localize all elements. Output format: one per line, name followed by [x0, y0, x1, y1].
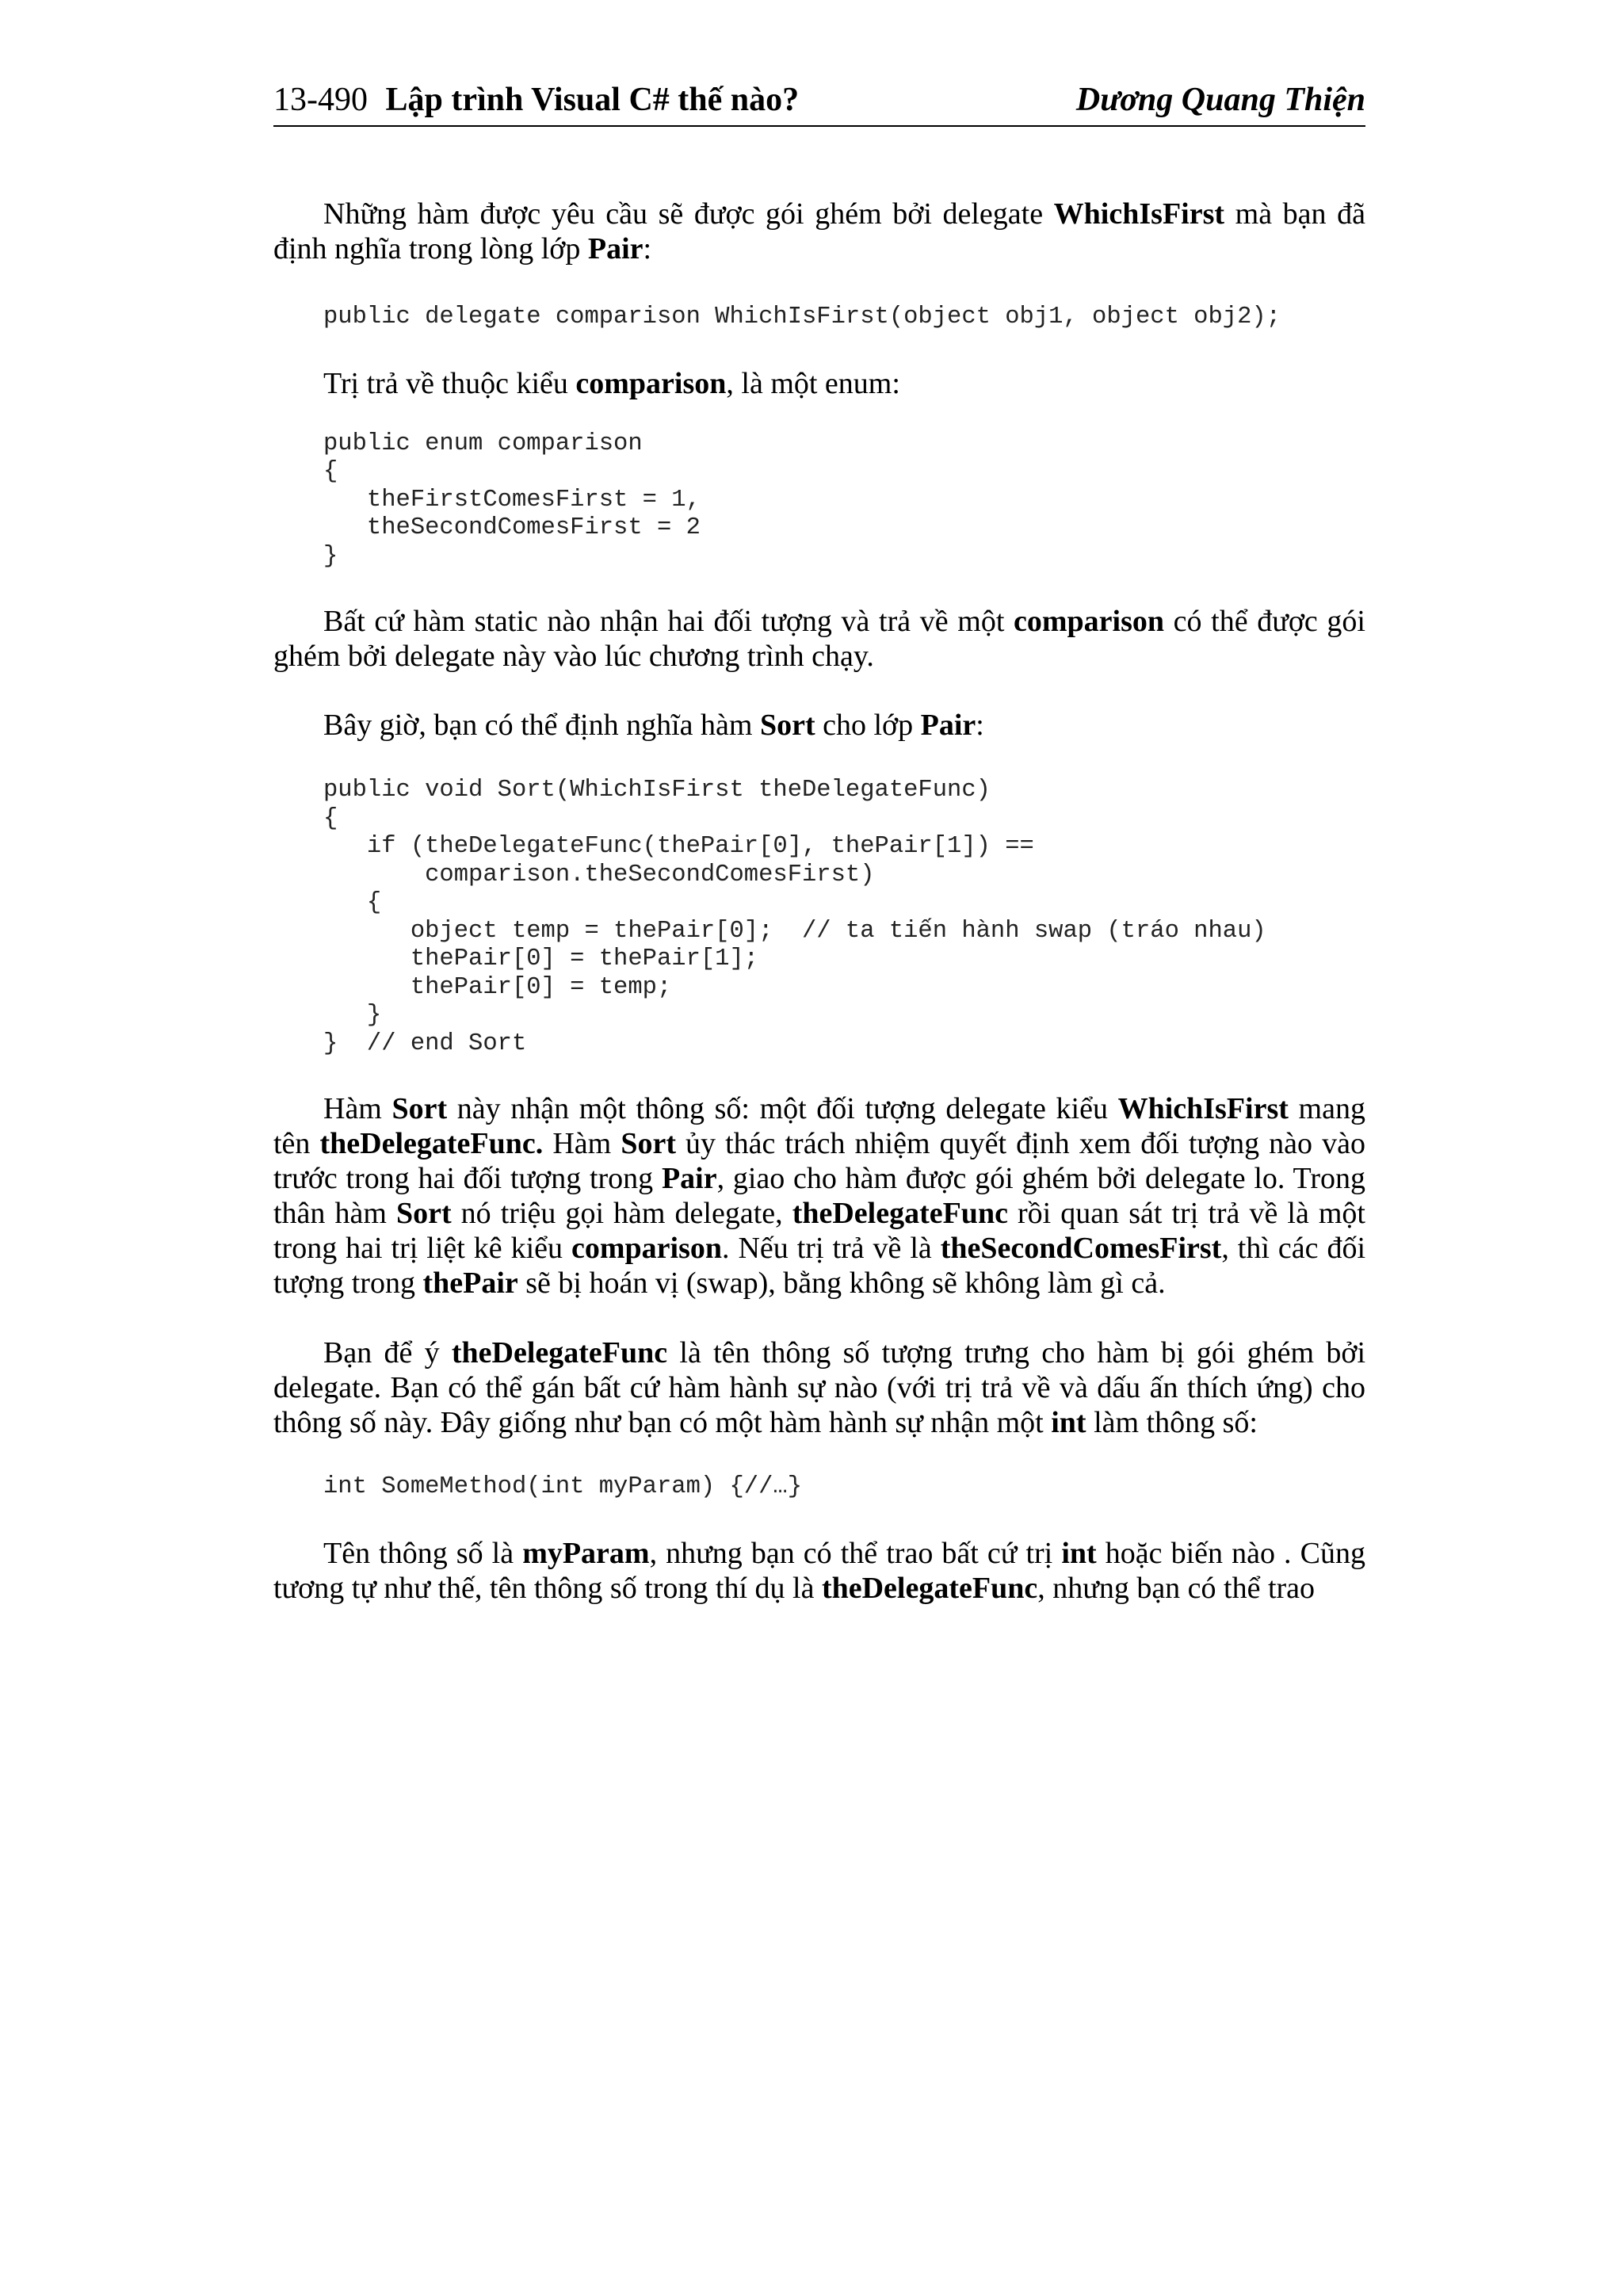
- text-run: rồi quan sát trị trả về là một trong hai trị liệt kê kiểu: [273, 1197, 1365, 1265]
- bold-term: WhichIsFirst: [1053, 197, 1225, 231]
- text-run: Hàm: [323, 1092, 392, 1125]
- text-run: là tên thông số tượng trưng cho hàm bị gói ghém bởi delegate. Bạn có thể gán bất cứ hàm hành sự nào (với trị trả về và dấu ấn thích ứng) cho thông số này. Đây giống như bạn có một hàm hành sự nhận một: [273, 1336, 1366, 1439]
- header-left: [273, 81, 799, 119]
- bold-term: theDelegateFunc: [792, 1197, 1008, 1230]
- bold-term: Sort: [759, 709, 815, 742]
- bold-term: Sort: [621, 1127, 676, 1160]
- text-run: Bạn để ý: [323, 1336, 452, 1370]
- code-enum-comparison: public enum comparison { theFirstComesFirst = 1, theSecondComesFirst = 2 }: [323, 430, 701, 570]
- text-run: :: [976, 709, 984, 742]
- text-run: Tên thông số là: [323, 1536, 523, 1570]
- bold-term: myParam: [522, 1536, 650, 1570]
- text-run: Bất cứ hàm static nào nhận hai đối tượng và trả về một: [323, 605, 1014, 638]
- text-run: Bây giờ, bạn có thể định nghĩa hàm: [323, 709, 760, 742]
- bold-term: comparison: [575, 366, 727, 400]
- bold-term: theDelegateFunc.: [319, 1127, 544, 1160]
- text-run: :: [643, 232, 652, 266]
- text-run: này nhận một thông số: một đối tượng delegate kiểu: [447, 1092, 1118, 1125]
- bold-term: Sort: [391, 1092, 448, 1125]
- text-run: , là một enum:: [726, 366, 900, 400]
- paragraph-return-type: [273, 366, 1365, 401]
- text-run: có thể được gói ghém bởi delegate này vào lúc chương trình chạy.: [273, 605, 1365, 673]
- text-run: nó triệu gọi hàm delegate,: [451, 1197, 792, 1230]
- paragraph-sort-explanation: [273, 1091, 1365, 1301]
- text-run: làm thông số:: [1086, 1406, 1258, 1439]
- text-run: , giao cho hàm được gói ghém bởi delegate lo. Trong thân hàm: [273, 1162, 1366, 1230]
- text-run: Trị trả về thuộc kiểu: [323, 366, 576, 400]
- page-header: [273, 78, 1365, 127]
- text-run: cho lớp: [815, 709, 921, 742]
- bold-term: thePair: [422, 1266, 518, 1300]
- page-content: [273, 197, 1365, 1606]
- bold-term: theSecondComesFirst: [940, 1232, 1222, 1265]
- bold-term: int: [1051, 1406, 1086, 1439]
- paragraph-delegate-param: [273, 1335, 1365, 1440]
- bold-term: comparison: [571, 1232, 722, 1265]
- paragraph-myparam: [273, 1536, 1365, 1606]
- text-run: mà bạn đã định nghĩa trong lòng lớp: [273, 197, 1365, 266]
- bold-term: Pair: [920, 709, 976, 742]
- page-number: 13-490: [273, 82, 368, 118]
- bold-term: int: [1061, 1536, 1097, 1570]
- text-run: Hàm: [543, 1127, 621, 1160]
- paragraph-define-sort: [273, 708, 1365, 743]
- text-run: , thì các đối tượng trong: [273, 1232, 1365, 1300]
- book-title: Lập trình Visual C# thế nào?: [385, 82, 800, 118]
- author-name: Dương Quang Thiện: [1075, 82, 1365, 118]
- bold-term: theDelegateFunc: [821, 1571, 1038, 1605]
- bold-term: WhichIsFirst: [1117, 1092, 1289, 1125]
- bold-term: theDelegateFunc: [451, 1336, 668, 1370]
- bold-term: comparison: [1014, 605, 1165, 638]
- text-run: hoặc biến nào . Cũng tương tự như thế, tên thông số trong thí dụ là: [273, 1536, 1365, 1605]
- bold-term: Sort: [395, 1197, 452, 1230]
- text-run: ủy thác trách nhiệm quyết định xem đối tượng nào vào trước trong hai đối tượng trong: [273, 1127, 1365, 1195]
- paragraph-intro-delegate: [273, 197, 1365, 266]
- text-run: mang tên: [273, 1092, 1365, 1160]
- code-sort-method: public void Sort(WhichIsFirst theDelegateFunc) { if (theDelegateFunc(thePair[0], thePair[1]) == comparison.theSecondComesFirst) { object temp = thePair[0]; // ta tiến hành swap (tráo nhau) thePair[0] = thePair[1]; thePair[0] = temp; } } // end Sort: [323, 777, 1266, 1057]
- paragraph-static-methods: [273, 604, 1365, 674]
- text-run: , nhưng bạn có thể trao bất cứ trị: [649, 1536, 1062, 1570]
- bold-term: Pair: [661, 1162, 717, 1195]
- text-run: Những hàm được yêu cầu sẽ được gói ghém bởi delegate: [323, 197, 1054, 231]
- code-delegate-declaration: public delegate comparison WhichIsFirst(object obj1, object obj2);: [323, 304, 1281, 330]
- text-run: sẽ bị hoán vị (swap), bằng không sẽ không làm gì cả.: [517, 1266, 1166, 1300]
- code-somemethod: int SomeMethod(int myParam) {//…}: [323, 1473, 802, 1500]
- text-run: . Nếu trị trả về là: [722, 1232, 941, 1265]
- text-run: , nhưng bạn có thể trao: [1037, 1571, 1316, 1605]
- bold-term: Pair: [587, 232, 643, 266]
